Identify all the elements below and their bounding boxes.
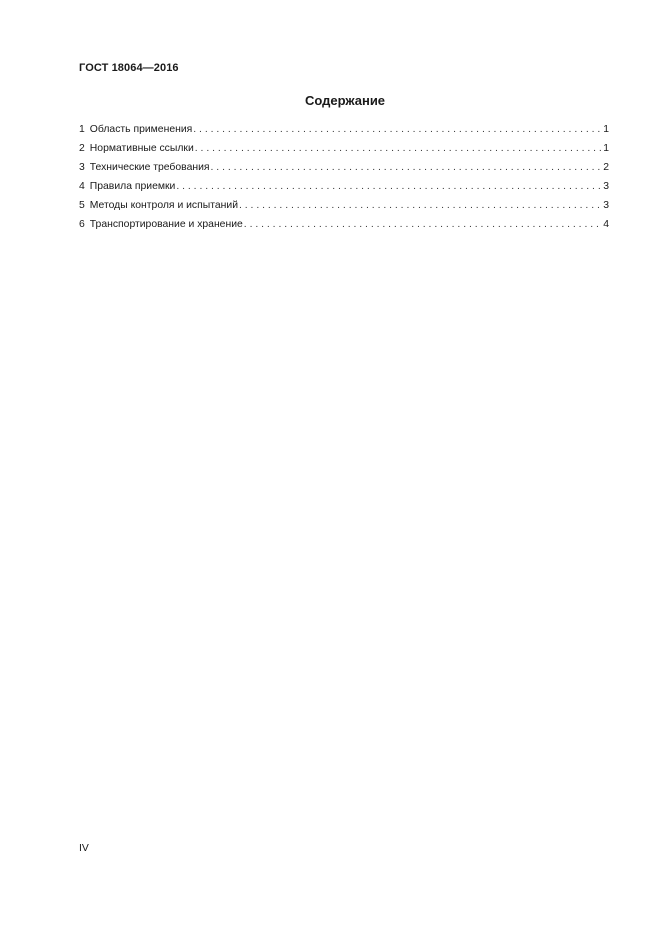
toc-item-page: 1 <box>603 124 609 135</box>
toc-leader-dots <box>244 218 602 231</box>
toc-item-number: 2 <box>79 143 85 154</box>
toc-item-number: 4 <box>79 181 85 192</box>
page-number: IV <box>79 843 89 854</box>
toc-item-label: Область применения <box>89 124 193 135</box>
toc-item-acceptance-rules[interactable] <box>79 180 609 199</box>
toc-item-page: 4 <box>603 219 609 230</box>
document-code: ГОСТ 18064—2016 <box>79 62 179 74</box>
toc-leader-dots <box>195 142 602 155</box>
toc-item-number: 1 <box>79 124 85 135</box>
toc-leader-dots <box>211 161 603 174</box>
toc-item-technical-requirements[interactable] <box>79 161 609 180</box>
toc-item-test-methods[interactable] <box>79 199 609 218</box>
toc-item-scope[interactable] <box>79 123 609 142</box>
toc-item-number: 6 <box>79 219 85 230</box>
table-of-contents <box>79 123 609 237</box>
toc-item-number: 5 <box>79 200 85 211</box>
toc-item-label: Нормативные ссылки <box>89 143 194 154</box>
toc-item-label: Технические требования <box>89 162 210 173</box>
toc-item-label: Транспортирование и хранение <box>89 219 243 230</box>
toc-item-page: 3 <box>603 200 609 211</box>
toc-item-label: Правила приемки <box>89 181 176 192</box>
toc-item-number: 3 <box>79 162 85 173</box>
toc-leader-dots <box>176 180 602 193</box>
toc-title: Содержание <box>304 93 386 108</box>
toc-item-page: 1 <box>603 143 609 154</box>
toc-item-label: Методы контроля и испытаний <box>89 200 238 211</box>
toc-leader-dots <box>239 199 602 212</box>
toc-leader-dots <box>193 123 602 136</box>
toc-item-transport-storage[interactable] <box>79 218 609 237</box>
toc-item-page: 3 <box>603 181 609 192</box>
toc-item-normative-references[interactable] <box>79 142 609 161</box>
toc-item-page: 2 <box>603 162 609 173</box>
